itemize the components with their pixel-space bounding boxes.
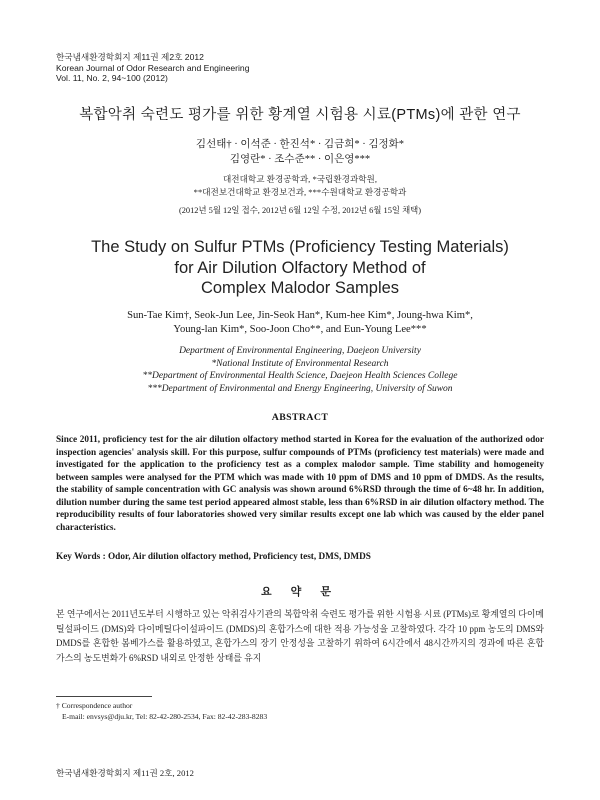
footnote-correspondence: † Correspondence author (56, 701, 133, 710)
journal-header-volume: Vol. 11, No. 2, 94~100 (2012) (56, 73, 168, 83)
received-dates: (2012년 5월 12일 접수, 2012년 6월 12일 수정, 2012년 6월 15일 채택) (178, 206, 422, 215)
english-authors (0, 309, 600, 337)
footnote (56, 701, 267, 722)
korean-authors-line2: 김영란* · 조수준** · 이은영*** (229, 154, 371, 165)
english-title-line3: Complex Malodor Samples (200, 279, 400, 297)
affiliation-daejeon-univ: Department of Environmental Engineering, Daejeon University (179, 346, 421, 356)
english-affiliations (0, 345, 600, 395)
english-title-line2: for Air Dilution Olfactory Method of (174, 258, 426, 277)
journal-header-english: Korean Journal of Odor Research and Engineering (56, 62, 250, 73)
journal-header-korean: 한국냄새환경학회지 제11권 제2호 2012 (56, 52, 204, 62)
korean-abstract-heading: 요 약 문 (261, 586, 339, 598)
affiliation-health-college: **Department of Environmental Health Science, Daejeon Health Sciences College (142, 371, 458, 382)
abstract-body: Since 2011, proficiency test for the air dilution olfactory method started in Korea for the evaluation of the authorized odor inspection agencies' analysis skill. For this purpose, sulfur compounds of PTMs (proficiency test materials) were made and investigated for the application to the proficiency test as a complex malodor sample. Time stability and homogeneity between samples were analysed for the PTM which was made with 10 ppm of DMS and 10 ppm of DMDS. As the results, the stability of sample concentration with GC analysis was shown around 6%RSD through the time of 6~48 hr. In addition, dilution number during the same test period appeared almost stable, less than 6%RSD in air dilution olfactory method. The reproducibility results of four laboratories showed very similar results except one lab which was caused by the elder panel characteristics. (56, 435, 544, 533)
korean-title: 복합악취 숙련도 평가를 위한 황계열 시험용 시료(PTMs)에 관한 연구 (79, 107, 521, 123)
english-title-line1: The Study on Sulfur PTMs (Proficiency Testing Materials) (91, 238, 509, 256)
keywords: Key Words : Odor, Air dilution olfactory method, Proficiency test, DMS, DMDS (56, 552, 371, 562)
affiliation-nier: *National Institute of Environmental Research (211, 358, 389, 369)
footnote-divider (56, 696, 152, 697)
abstract-heading: ABSTRACT (271, 412, 329, 423)
korean-abstract-body: 본 연구에서는 2011년도부터 시행하고 있는 악취검사기관의 복합악취 숙련도 평가를 위한 시험용 시료 (PTMs)로 황계열의 다이메틸설파이드 (DMS)와 다이메틸다이설파이드 (DMDS)의 혼합가스에 대한 적용 가능성을 고찰하였다. 각각 10 ppm 농도의 DMS와 DMDS를 혼합한 봄베가스를 활용하였고, 혼합가스의 장기 안정성을 고찰하기 위하여 6시간에서 48시간까지의 경과에 따른 혼합가스의 농도변화가 6%RSD 내외로 안정한 상태를 유지 (56, 609, 544, 663)
korean-authors-line1: 김선태† · 이석준 · 한진석* · 김금희* · 김정화* (195, 139, 405, 150)
korean-affiliation-line2: **대전보건대학교 환경보건과, ***수원대학교 환경공학과 (193, 187, 407, 197)
footnote-contact: E-mail: envsys@dju.kr, Tel: 82-42-280-2534, Fax: 82-42-283-8283 (62, 711, 268, 721)
english-authors-line2: Young-lan Kim*, Soo-Joon Cho**, and Eun-Young Lee*** (173, 324, 427, 335)
page-footer: 한국냄새환경학회지 제11권 2호, 2012 (56, 768, 194, 778)
affiliation-suwon-univ: ***Department of Environmental and Energy Engineering, University of Suwon (147, 383, 453, 394)
english-authors-line1: Sun-Tae Kim†, Seok-Jun Lee, Jin-Seok Han*, Kum-hee Kim*, Joung-hwa Kim*, (127, 310, 473, 321)
english-title (0, 237, 600, 299)
korean-affiliation-line1: 대전대학교 환경공학과, *국립환경과학원, (222, 174, 378, 184)
